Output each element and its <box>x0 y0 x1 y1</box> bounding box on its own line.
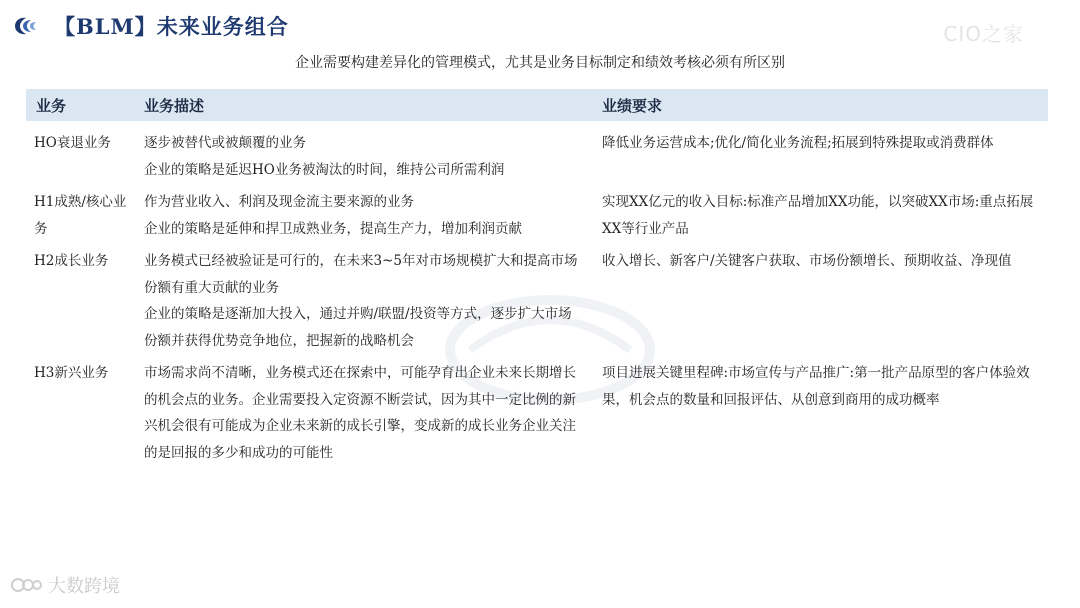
footer-watermark <box>10 572 120 598</box>
requirement-cell: 收入增长、新客户/关键客户获取、市场份额增长、预期收益、净现值 <box>602 253 1012 269</box>
page-title: 【BLM】未来业务组合 <box>54 14 289 39</box>
business-cell: H1成熟/核心业务 <box>34 194 127 237</box>
description-line: 作为营业收入、利润及现金流主要来源的业务 <box>144 194 414 210</box>
table-row <box>26 189 1048 242</box>
description-line: 市场需求尚不清晰，业务模式还在探索中，可能孕育出企业未来长期增长的机会点的业务。企业需要投入定资源不断尝试，因为其中一定比例的新兴机会很有可能成为企业未来新的成长引擎，变成新的成长业务企业关注的是回报的多少和成功的可能性 <box>144 365 576 461</box>
requirement-cell: 项目进展关键里程碑:市场宣传与产品推广:第一批产品原型的客户体验效果，机会点的数量和回报评估、从创意到商用的成功概率 <box>602 365 1030 408</box>
brand-logo-icon <box>12 15 40 37</box>
description-line: 业务模式已经被验证是可行的，在未来3~5年对市场规模扩大和提高市场份额有重大贡献的业务 <box>144 253 578 296</box>
business-cell: H2成长业务 <box>34 253 109 269</box>
requirement-cell: 降低业务运营成本;优化/简化业务流程;拓展到特殊提取或消费群体 <box>602 135 994 151</box>
header <box>12 10 289 42</box>
watermark-top: CIO之家 <box>943 22 1024 46</box>
watermark-logo-icon <box>10 575 44 595</box>
table-row <box>26 360 1048 466</box>
description-cell <box>134 130 592 183</box>
table-row <box>26 130 1048 183</box>
business-cell: H3新兴业务 <box>34 365 109 381</box>
description-line: 企业的策略是延伸和捍卫成熟业务，提高生产力，增加利润贡献 <box>144 220 522 237</box>
column-header-description: 业务描述 <box>144 96 205 115</box>
requirement-cell: 实现XX亿元的收入目标:标准产品增加XX功能，以突破XX市场:重点拓展XX等行业产品 <box>602 194 1034 237</box>
description-line: 逐步被替代或被颠覆的业务 <box>144 135 306 151</box>
business-table <box>26 89 1048 466</box>
subtitle: 企业需要构建差异化的管理模式，尤其是业务目标制定和绩效考核必须有所区别 <box>295 55 785 71</box>
description-line: 企业的策略是延迟HO业务被淘汰的时间，维持公司所需利润 <box>144 161 505 178</box>
description-line: 企业的策略是逐渐加大投入，通过并购/联盟/投资等方式，逐步扩大市场份额并获得优势竞争地位，把握新的战略机会 <box>144 306 572 349</box>
business-cell: HO衰退业务 <box>34 135 111 151</box>
table-header <box>26 89 1048 121</box>
column-header-requirement: 业绩要求 <box>602 96 663 115</box>
table-row <box>26 248 1048 354</box>
description-cell <box>134 189 592 242</box>
description-cell <box>134 360 592 466</box>
description-cell <box>134 248 592 354</box>
footer-watermark-text: 大数跨境 <box>48 576 120 597</box>
column-header-business: 业务 <box>36 96 67 115</box>
